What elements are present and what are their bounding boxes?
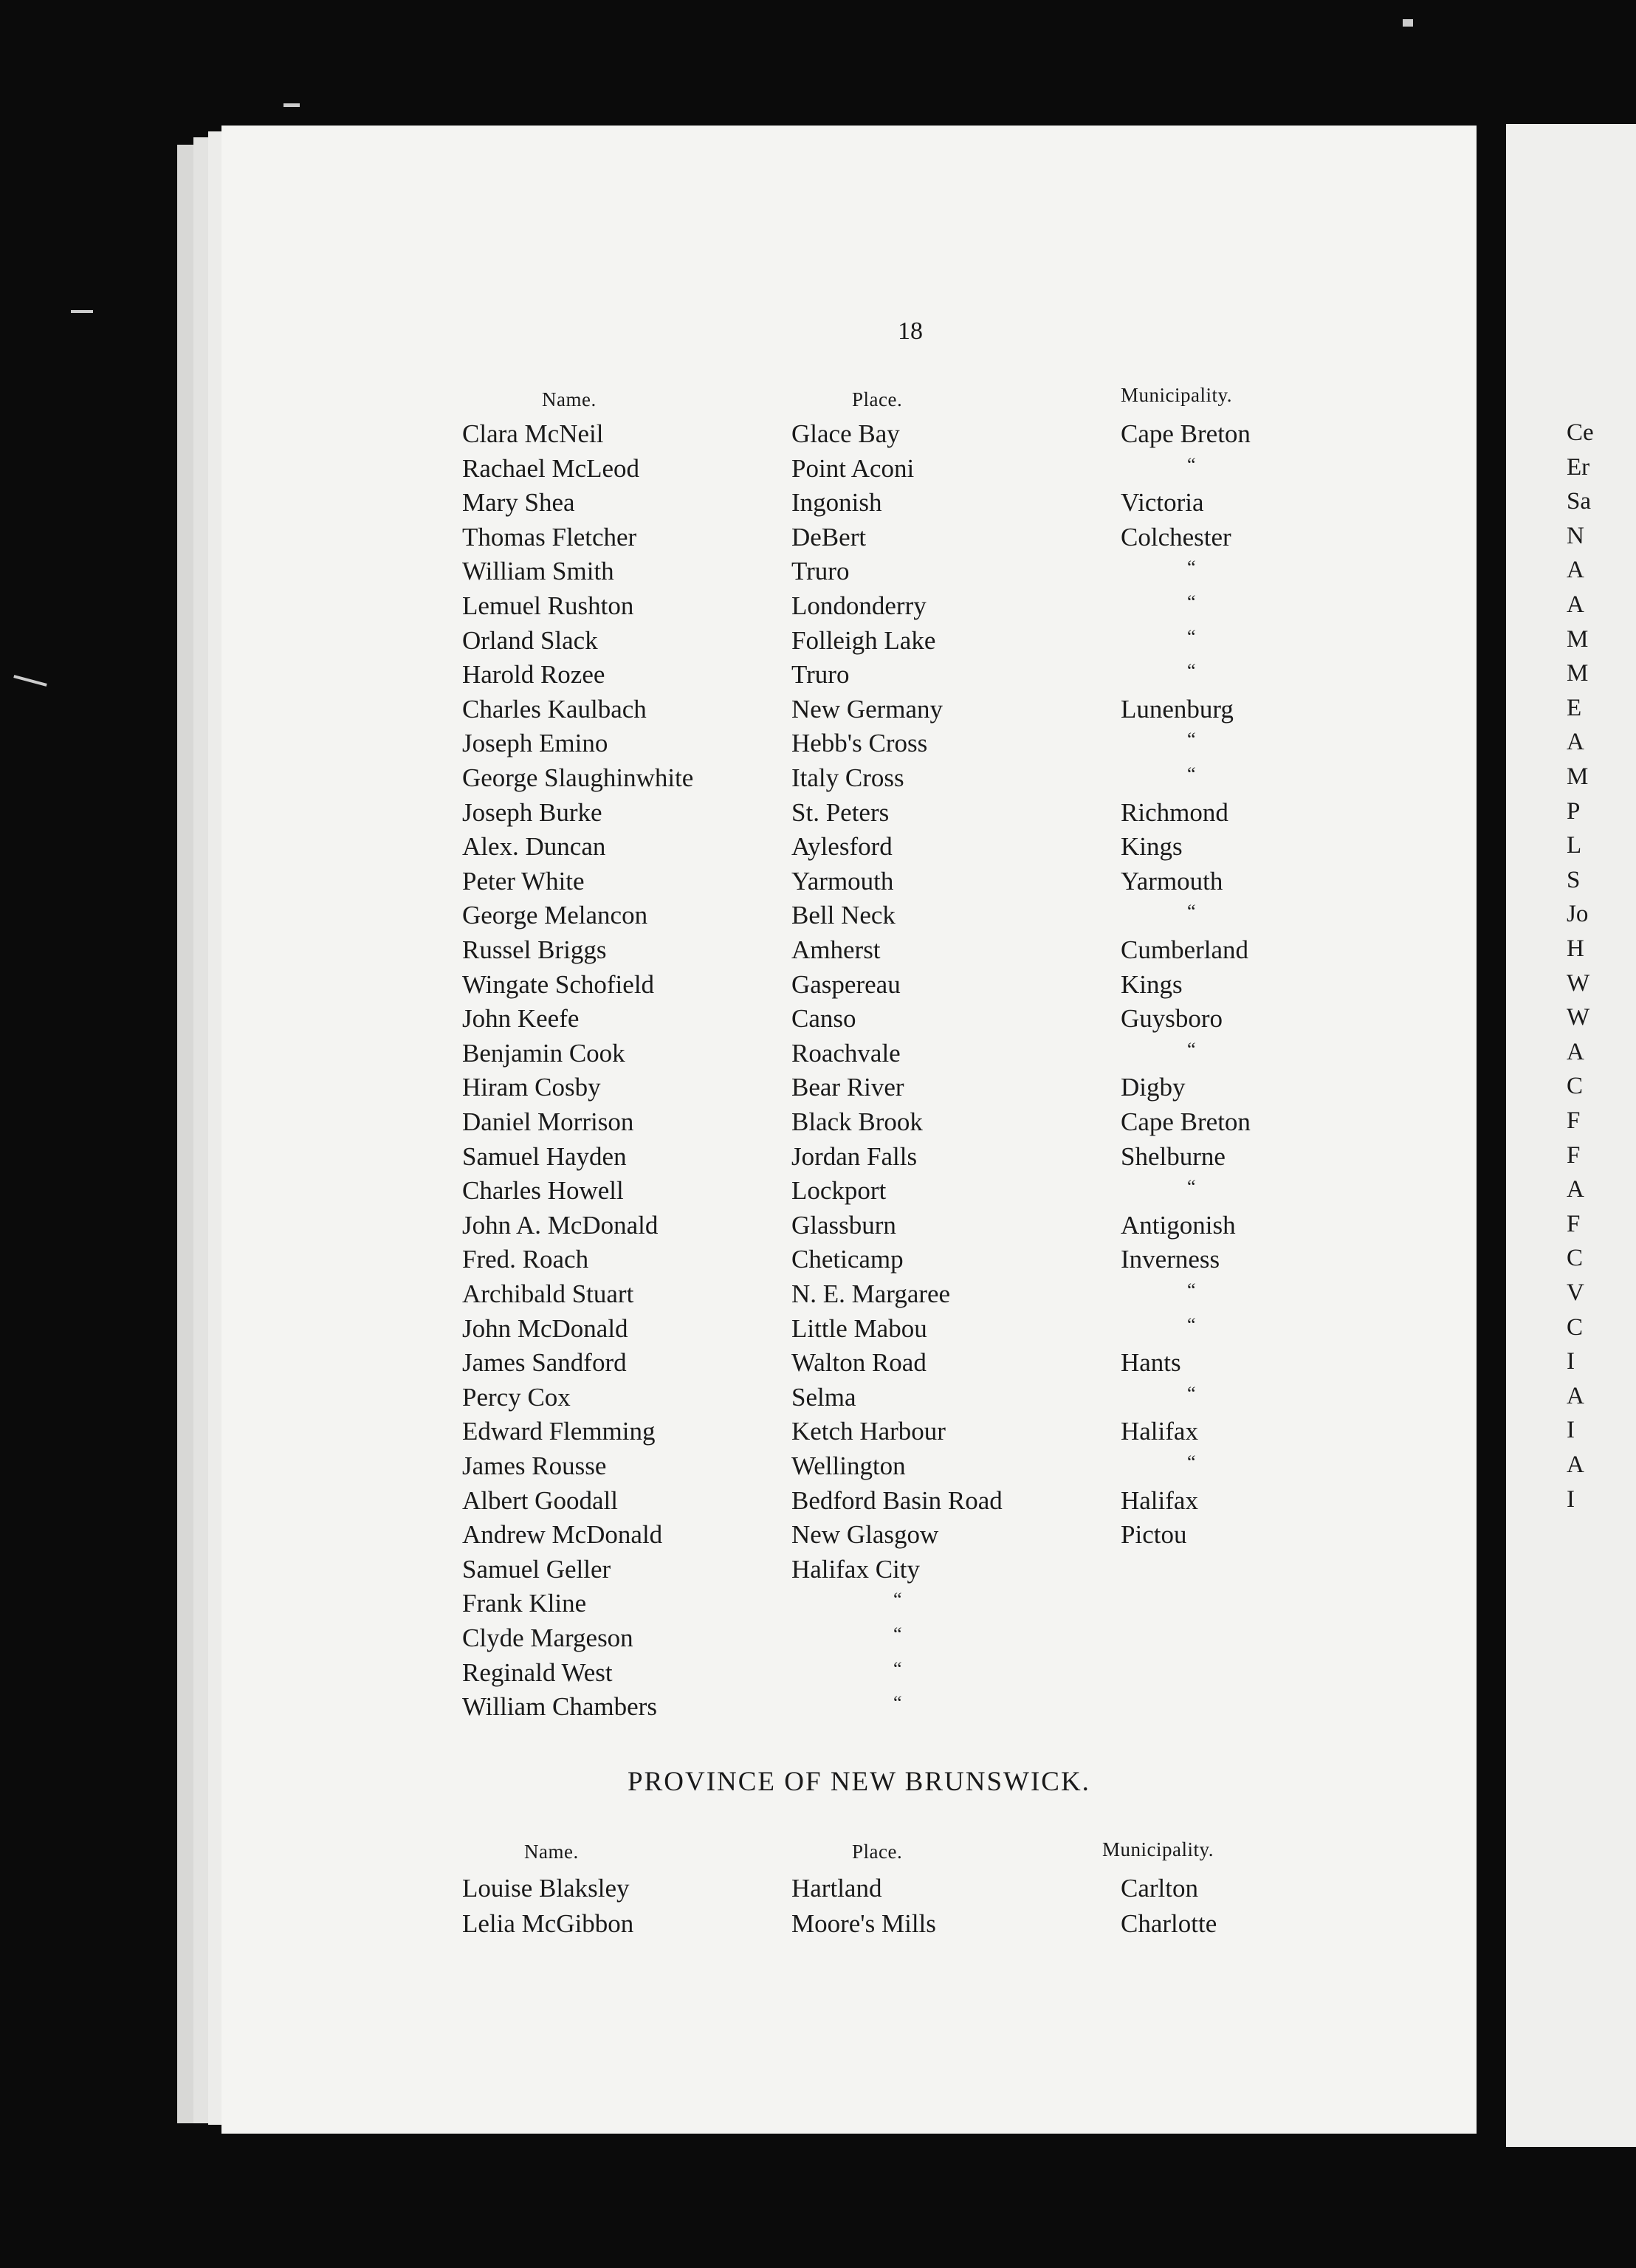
municipality-cell: Hants <box>1121 1348 1181 1378</box>
header-place: Place. <box>852 388 903 410</box>
municipality-cell: Kings <box>1121 832 1183 862</box>
municipality-cell: Pictou <box>1121 1520 1187 1550</box>
table-row <box>0 488 1636 522</box>
municipality-cell: Yarmouth <box>1121 866 1223 896</box>
name-cell: Hiram Cosby <box>462 1073 601 1102</box>
header-municipality: Municipality. <box>1121 384 1232 406</box>
municipality-cell: Cape Breton <box>1121 419 1251 448</box>
table-row <box>0 1004 1636 1038</box>
municipality-cell: “ <box>1187 1279 1196 1301</box>
table-row <box>0 1486 1636 1520</box>
place-cell: Aylesford <box>791 832 893 862</box>
facing-page-fragment: E <box>1567 694 1582 721</box>
place-cell: Truro <box>791 660 850 690</box>
place-cell: Bedford Basin Road <box>791 1485 1003 1515</box>
place-cell: “ <box>893 1692 902 1714</box>
place-cell: Ketch Harbour <box>791 1417 946 1446</box>
name-cell: John A. McDonald <box>462 1210 659 1240</box>
name-cell: Wingate Schofield <box>462 969 655 999</box>
name-cell: Orland Slack <box>462 625 598 655</box>
municipality-cell: Antigonish <box>1121 1210 1236 1240</box>
place-cell: Glace Bay <box>791 419 900 448</box>
place-cell: Lockport <box>791 1176 887 1206</box>
table-row <box>0 557 1636 591</box>
municipality-cell: “ <box>1187 557 1196 579</box>
place-cell: Little Mabou <box>791 1313 927 1343</box>
table-row <box>0 1692 1636 1726</box>
name-cell: Andrew McDonald <box>462 1520 663 1550</box>
place-cell: Amherst <box>791 935 881 964</box>
table-row <box>0 1279 1636 1313</box>
municipality-cell: Inverness <box>1121 1245 1220 1274</box>
municipality-cell: “ <box>1187 660 1196 682</box>
name-cell: Rachael McLeod <box>462 453 640 483</box>
place-cell: Londonderry <box>791 591 927 620</box>
place-cell: Yarmouth <box>791 866 894 896</box>
name-cell: Louise Blaksley <box>462 1874 630 1903</box>
header-name: Name. <box>542 388 597 410</box>
table-row <box>0 1348 1636 1382</box>
facing-page-fragment: I <box>1567 1348 1575 1375</box>
table-row <box>0 867 1636 901</box>
municipality-cell: “ <box>1187 729 1196 751</box>
table-row <box>0 1623 1636 1657</box>
name-cell: James Rousse <box>462 1451 607 1480</box>
municipality-cell: Victoria <box>1121 488 1204 518</box>
place-cell: Italy Cross <box>791 763 904 792</box>
place-cell: Glassburn <box>791 1210 896 1240</box>
facing-page-fragment: N <box>1567 522 1584 549</box>
municipality-cell: “ <box>1187 1382 1196 1404</box>
municipality-cell: “ <box>1187 763 1196 785</box>
place-cell: Cheticamp <box>791 1245 904 1274</box>
table-row <box>0 1555 1636 1589</box>
facing-page-fragment: A <box>1567 1382 1584 1409</box>
municipality-cell: Kings <box>1121 969 1183 999</box>
place-cell: DeBert <box>791 522 867 551</box>
table-row <box>0 935 1636 969</box>
name-cell: John McDonald <box>462 1313 628 1343</box>
table-row <box>0 1658 1636 1692</box>
name-cell: Reginald West <box>462 1657 613 1687</box>
municipality-cell: Shelburne <box>1121 1141 1226 1171</box>
place-cell: Bear River <box>791 1073 904 1102</box>
facing-page-fragment: C <box>1567 1313 1584 1341</box>
municipality-cell: “ <box>1187 1451 1196 1473</box>
name-cell: Mary Shea <box>462 488 575 518</box>
name-cell: Clara McNeil <box>462 419 604 448</box>
facing-page-fragment: S <box>1567 866 1581 893</box>
facing-page-fragment: Sa <box>1567 488 1591 515</box>
facing-page-fragment: Ce <box>1567 419 1594 446</box>
section-title: PROVINCE OF NEW BRUNSWICK. <box>628 1767 1090 1797</box>
place-cell: Bell Neck <box>791 901 896 930</box>
name-cell: Lemuel Rushton <box>462 591 634 620</box>
municipality-cell: Halifax <box>1121 1485 1198 1515</box>
municipality-cell: Carlton <box>1121 1874 1198 1903</box>
place-cell: “ <box>893 1589 902 1611</box>
place-cell: Hebb's Cross <box>791 729 928 758</box>
facing-page-fragment: C <box>1567 1073 1584 1100</box>
place-cell: Hartland <box>791 1874 882 1903</box>
facing-page-fragment: I <box>1567 1485 1575 1513</box>
place-cell: Halifax City <box>791 1554 920 1584</box>
place-cell: Ingonish <box>791 488 882 518</box>
table-row <box>0 695 1636 729</box>
facing-page-fragment: A <box>1567 591 1584 618</box>
name-cell: Lelia McGibbon <box>462 1909 634 1938</box>
table-row <box>0 1589 1636 1623</box>
name-cell: Edward Flemming <box>462 1417 656 1446</box>
facing-page-fragment: M <box>1567 660 1589 687</box>
facing-page-fragment: L <box>1567 832 1582 859</box>
table-row <box>0 1383 1636 1417</box>
table-row <box>0 1039 1636 1073</box>
name-cell: Frank Kline <box>462 1589 587 1618</box>
table-row <box>0 1874 1636 1908</box>
facing-page-fragment: W <box>1567 1004 1590 1031</box>
dust-speck <box>283 103 300 107</box>
table-row <box>0 626 1636 660</box>
facing-page-fragment: W <box>1567 969 1590 997</box>
name-cell: William Smith <box>462 557 614 586</box>
name-cell: Benjamin Cook <box>462 1038 625 1068</box>
table-row <box>0 1211 1636 1245</box>
table-row <box>0 1107 1636 1141</box>
municipality-cell: “ <box>1187 591 1196 613</box>
municipality-cell: Digby <box>1121 1073 1186 1102</box>
municipality-cell: Cape Breton <box>1121 1107 1251 1136</box>
table-row <box>0 1245 1636 1279</box>
table-row <box>0 591 1636 625</box>
facing-page-fragment: P <box>1567 797 1581 825</box>
header-place: Place. <box>852 1841 903 1863</box>
table-row <box>0 1176 1636 1210</box>
name-cell: Fred. Roach <box>462 1245 589 1274</box>
table-row <box>0 660 1636 694</box>
name-cell: Peter White <box>462 866 585 896</box>
municipality-cell: Lunenburg <box>1121 694 1234 724</box>
facing-page-fragment: F <box>1567 1141 1581 1169</box>
place-cell: “ <box>893 1657 902 1680</box>
place-cell: Folleigh Lake <box>791 625 936 655</box>
place-cell: Jordan Falls <box>791 1141 918 1171</box>
table-row <box>0 523 1636 557</box>
facing-page-fragment: F <box>1567 1210 1581 1237</box>
facing-page-fragment: A <box>1567 557 1584 584</box>
name-cell: Thomas Fletcher <box>462 522 637 551</box>
header-municipality: Municipality. <box>1102 1838 1214 1860</box>
table-row <box>0 970 1636 1004</box>
place-cell: Gaspereau <box>791 969 901 999</box>
facing-page-fragment: A <box>1567 1038 1584 1065</box>
name-cell: Percy Cox <box>462 1382 571 1412</box>
name-cell: Samuel Hayden <box>462 1141 627 1171</box>
municipality-cell: Cumberland <box>1121 935 1249 964</box>
name-cell: George Melancon <box>462 901 648 930</box>
facing-page-fragment: F <box>1567 1107 1581 1134</box>
name-cell: Alex. Duncan <box>462 832 606 862</box>
place-cell: Walton Road <box>791 1348 927 1378</box>
place-cell: Moore's Mills <box>791 1909 936 1938</box>
municipality-cell: Halifax <box>1121 1417 1198 1446</box>
table-row <box>0 763 1636 797</box>
table-row <box>0 901 1636 935</box>
name-cell: John Keefe <box>462 1004 580 1034</box>
facing-page-fragment: M <box>1567 625 1589 653</box>
place-cell: Point Aconi <box>791 453 915 483</box>
table-row <box>0 1520 1636 1554</box>
name-cell: George Slaughinwhite <box>462 763 694 792</box>
facing-page-fragment: M <box>1567 763 1589 790</box>
municipality-cell: “ <box>1187 453 1196 475</box>
municipality-cell: “ <box>1187 1176 1196 1198</box>
table-row <box>0 1417 1636 1451</box>
dust-speck <box>71 310 93 313</box>
place-cell: Truro <box>791 557 850 586</box>
municipality-cell: “ <box>1187 901 1196 923</box>
place-cell: Wellington <box>791 1451 906 1480</box>
facing-page-fragment: V <box>1567 1279 1584 1306</box>
name-cell: Joseph Emino <box>462 729 608 758</box>
name-cell: Clyde Margeson <box>462 1623 633 1652</box>
table-row <box>0 1073 1636 1107</box>
municipality-cell: “ <box>1187 1038 1196 1060</box>
page-number: 18 <box>898 317 923 345</box>
facing-page-fragment: Jo <box>1567 901 1589 928</box>
table-row <box>0 1314 1636 1348</box>
header-name: Name. <box>524 1841 579 1863</box>
facing-page-fragment: A <box>1567 729 1584 756</box>
table-row <box>0 729 1636 763</box>
facing-page-fragment: C <box>1567 1245 1584 1272</box>
table-row <box>0 798 1636 832</box>
name-cell: Charles Kaulbach <box>462 694 647 724</box>
facing-page-fragment: H <box>1567 935 1584 962</box>
name-cell: Samuel Geller <box>462 1554 611 1584</box>
facing-page-fragment: A <box>1567 1451 1584 1478</box>
place-cell: Selma <box>791 1382 856 1412</box>
table-row <box>0 454 1636 488</box>
name-cell: Joseph Burke <box>462 797 602 827</box>
table-row <box>0 1909 1636 1943</box>
table-row <box>0 1451 1636 1485</box>
facing-page-fragment: A <box>1567 1176 1584 1203</box>
table-row <box>0 1142 1636 1176</box>
place-cell: Black Brook <box>791 1107 923 1136</box>
facing-page-fragment: Er <box>1567 453 1590 481</box>
place-cell: New Glasgow <box>791 1520 939 1550</box>
place-cell: New Germany <box>791 694 944 724</box>
name-cell: James Sandford <box>462 1348 627 1378</box>
name-cell: Russel Briggs <box>462 935 607 964</box>
name-cell: Charles Howell <box>462 1176 624 1206</box>
name-cell: Albert Goodall <box>462 1485 618 1515</box>
name-cell: Harold Rozee <box>462 660 605 690</box>
place-cell: “ <box>893 1623 902 1645</box>
municipality-cell: “ <box>1187 1313 1196 1336</box>
table-row <box>0 419 1636 453</box>
name-cell: William Chambers <box>462 1692 657 1722</box>
name-cell: Archibald Stuart <box>462 1279 634 1308</box>
municipality-cell: Guysboro <box>1121 1004 1223 1034</box>
name-cell: Daniel Morrison <box>462 1107 634 1136</box>
table-row <box>0 832 1636 866</box>
municipality-cell: Richmond <box>1121 797 1228 827</box>
municipality-cell: Charlotte <box>1121 1909 1217 1938</box>
place-cell: Canso <box>791 1004 856 1034</box>
municipality-cell: “ <box>1187 625 1196 647</box>
dust-speck <box>1403 19 1413 27</box>
facing-page-fragment: I <box>1567 1417 1575 1444</box>
municipality-cell: Colchester <box>1121 522 1231 551</box>
place-cell: Roachvale <box>791 1038 901 1068</box>
place-cell: St. Peters <box>791 797 890 827</box>
place-cell: N. E. Margaree <box>791 1279 951 1308</box>
